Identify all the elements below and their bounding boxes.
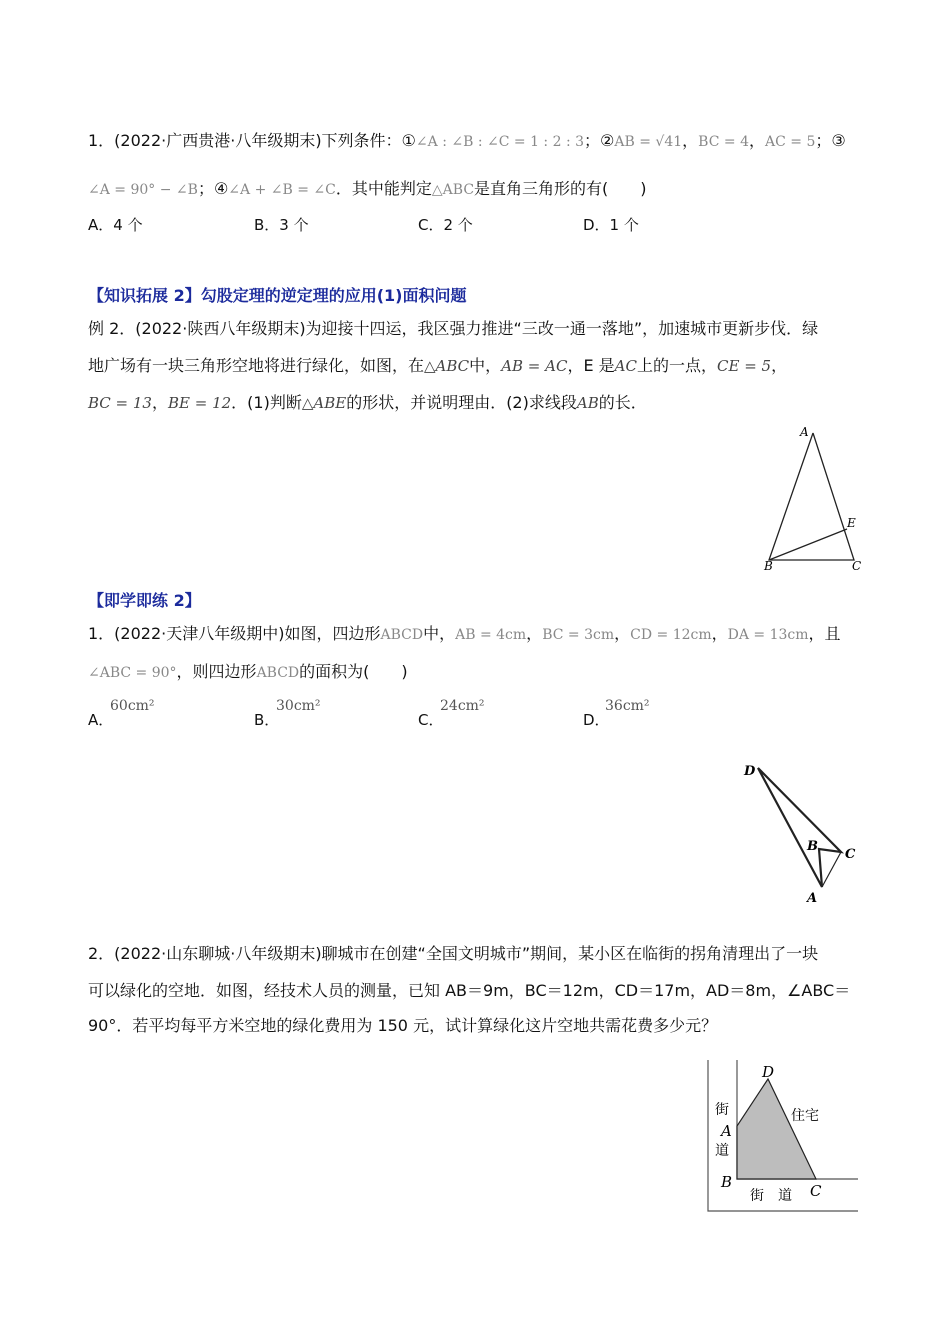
p1-option-a (88, 698, 155, 730)
p1-option-b-value: 30cm² (276, 698, 321, 714)
q1-prefix: 1．(2022·广西贵港·八年级期末)下列条件：① (88, 131, 416, 150)
p1-c3: ， (711, 624, 728, 643)
fig1-label-a: A (807, 891, 818, 906)
q1-sep1: ；② (584, 131, 615, 150)
ex2-tri: △ABC (424, 357, 470, 375)
p1-angle: ∠ABC = 90° (88, 665, 177, 681)
q1-cond1: ∠A : ∠B : ∠C = 1 : 2 : 3 (415, 134, 585, 150)
ex2-text2: 中， (469, 356, 502, 375)
segment-be (769, 529, 847, 560)
q1-option-d: D．1 个 (583, 216, 639, 234)
fig2-label-d: D (762, 1063, 775, 1081)
p1-text3: ，且 (808, 624, 841, 643)
q1-ab: AB = √41 (614, 134, 683, 150)
q1-option-b: B．3 个 (254, 216, 309, 234)
label-e: E (847, 516, 856, 530)
q1-line2 (88, 178, 647, 201)
quadrilateral-figure (740, 755, 870, 910)
p1-option-c (418, 698, 485, 730)
q1-cond4: ∠A + ∠B = ∠C (228, 182, 336, 198)
fig1-label-b: B (807, 839, 818, 854)
ex2-ac: AC (614, 357, 637, 375)
green-plot (737, 1079, 816, 1179)
p1-option-d-letter: D． (583, 711, 610, 729)
p1-bc: BC = 3cm (542, 627, 615, 643)
q1-sep3: ；④ (197, 179, 229, 198)
ex2-be: BE = 12 (168, 394, 232, 412)
section3-heading: 【即学即练 2】 (88, 591, 201, 610)
q1-mid: ．其中能判定 (335, 179, 432, 198)
ex2-ce: CE = 5 (717, 357, 772, 375)
p1-option-d-value: 36cm² (605, 698, 650, 714)
example2-line2 (88, 355, 787, 377)
plot-figure (705, 1058, 860, 1213)
p1-l2-abcd: ABCD (256, 665, 300, 681)
section2-heading: 【知识拓展 2】勾股定理的逆定理的应用(1)面积问题 (88, 286, 467, 305)
p1-c1: ， (526, 624, 543, 643)
label-c: C (852, 559, 862, 573)
p1-cd: CD = 12cm (630, 627, 712, 643)
ex2-abac: AB = AC (501, 357, 568, 375)
q1-cond3: ∠A = 90° − ∠B (88, 182, 198, 198)
practice2-line2: 可以绿化的空地．如图，经技术人员的测量，已知 AB＝9m，BC＝12m，CD＝17m，AD＝8m，∠ABC＝ (88, 981, 851, 1000)
ex2-text1: 地广场有一块三角形空地将进行绿化，如图，在 (88, 356, 425, 375)
ex2-l3-text2: ．(1)判断 (231, 393, 302, 412)
triangle-outline (769, 433, 854, 560)
fig2-label-c: C (810, 1182, 822, 1200)
example2-line1: 例 2．(2022·陕西八年级期末)为迎接十四运，我区强力推进“三改一通一落地”，加速城市更新步伐．绿 (88, 319, 819, 338)
p1-l2-text2: 的面积为( ) (299, 662, 408, 681)
practice1-line1 (88, 623, 841, 646)
ex2-text4: 上的一点， (636, 356, 717, 375)
practice2-line1: 2．(2022·山东聊城·八年级期末)聊城市在创建“全国文明城市”期间，某小区在临街的拐角清理出了一块 (88, 944, 819, 963)
street-label-bottom: 街 道 (750, 1188, 792, 1204)
p1-option-a-value: 60cm² (110, 698, 155, 714)
q1-ac: AC = 5 (765, 134, 816, 150)
fig2-label-b: B (721, 1173, 733, 1191)
ex2-l3-text3: 的形状，并说明理由．(2)求线段 (346, 393, 577, 412)
fig1-label-d: D (744, 764, 756, 779)
p1-option-d (583, 698, 650, 730)
ex2-l3-text1: ， (151, 393, 168, 412)
label-b: B (764, 559, 773, 573)
p1-text2: 中， (423, 624, 456, 643)
p1-option-c-letter: C． (418, 711, 444, 729)
q1-suffix: 是直角三角形的有( ) (474, 179, 647, 198)
quadrilateral-outline (758, 768, 841, 887)
q1-bc: BC = 4 (698, 134, 749, 150)
q1-tri: △ABC (431, 182, 475, 198)
street-label-mid: 道 (715, 1143, 729, 1159)
p1-l2-text1: ，则四边形 (176, 662, 257, 681)
p1-option-b (254, 698, 321, 730)
label-a: A (800, 425, 809, 439)
example2-line3 (88, 392, 647, 414)
q1-line1 (88, 130, 846, 153)
ex2-tri-abe: △ABE (301, 394, 347, 412)
triangle-figure (755, 420, 875, 580)
p1-da: DA = 13cm (727, 627, 809, 643)
q1-option-a: A．4 个 (88, 216, 143, 234)
p1-option-b-letter: B． (254, 711, 280, 729)
p1-text1: 1．(2022·天津八年级期中)如图，四边形 (88, 624, 381, 643)
ex2-text3: ，E 是 (567, 356, 615, 375)
q1-option-c: C．2 个 (418, 216, 473, 234)
q1-comma2: ， (748, 131, 765, 150)
p1-option-c-value: 24cm² (440, 698, 485, 714)
ex2-l3-text4: 的长． (598, 393, 647, 412)
ex2-bc: BC = 13 (88, 394, 152, 412)
p1-ab: AB = 4cm (455, 627, 527, 643)
fig1-label-c: C (845, 847, 856, 862)
diagonal-ac (822, 852, 841, 887)
p1-abcd: ABCD (380, 627, 424, 643)
street-label-top: 街 (715, 1102, 729, 1118)
practice1-line2 (88, 661, 408, 684)
p1-option-a-letter: A． (88, 711, 114, 729)
practice2-line3: 90°．若平均每平方米空地的绿化费用为 150 元，试计算绿化这片空地共需花费多少元？ (88, 1016, 718, 1035)
q1-sep2: ；③ (815, 131, 846, 150)
ex2-ab: AB (576, 394, 599, 412)
p1-c2: ， (614, 624, 631, 643)
fig2-label-a: A (721, 1122, 732, 1140)
residence-label: 住宅 (791, 1108, 819, 1124)
q1-comma1: ， (682, 131, 699, 150)
ex2-text5: ， (771, 356, 788, 375)
